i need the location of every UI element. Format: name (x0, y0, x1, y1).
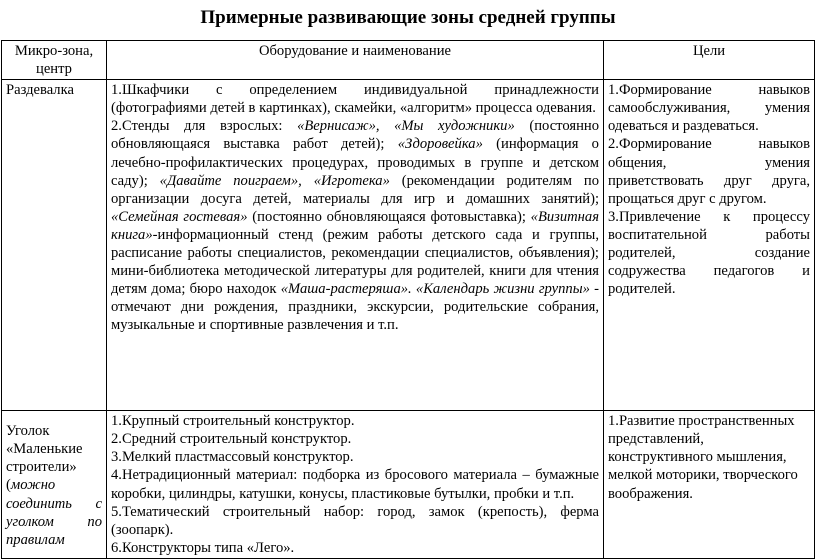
equipment-cell (107, 80, 604, 411)
zones-table (1, 40, 815, 559)
equipment-item: 4.Нетрадиционный материал: подборка из бросового материала – бумажные коробки, цилиндры, катушки, конусы, пластиковые бутылки, пробки и т.п. (111, 467, 599, 502)
goals-cell (604, 411, 815, 559)
table-header-row (2, 41, 815, 80)
zone-note: (можно соединить с уголком по правилам (6, 477, 102, 548)
header-zone: Микро-зона, центр (2, 41, 107, 80)
equipment-item: 2.Средний строительный конструктор. (111, 431, 352, 448)
equipment-item: 2.Стенды для взрослых: «Вернисаж», «Мы художники» (постоянно обновляющаяся выставка работ детей); «Здоровейка» (информация о лечебно-профилактических процедурах, проводимых в группе и детском саду); «Давайте поиграем», «Игротека» (рекомендации родителям по организации досуга детей, материалы для игр и домашних занятий); «Семейная гостевая» (постоянно обновляющаяся фотовыставка); «Визитная книга»-информационный стенд (режим работы детского сада и группы, расписание работы специалистов, рекомендации специалистов, объявления); мини-библиотека методической литературы для родителей, книги для чтения детям дома; бюро находок «Маша-растеряша». «Календарь жизни группы» - отмечают дни рождения, праздники, экскурсии, родительские собрания, музыкальные и спортивные развлечения и т.п. (111, 118, 600, 334)
table-row (2, 411, 815, 559)
goals-cell (604, 80, 815, 411)
equipment-item: 1.Крупный строительный конструктор. (111, 413, 355, 430)
zone-cell (2, 80, 107, 411)
goal-item: 3.Привлечение к процессу воспитательной работы родителей, создание содружества педагогов и родителей. (608, 208, 810, 298)
header-goals: Цели (604, 41, 815, 80)
zone-cell (2, 411, 107, 559)
page-title: Примерные развивающие зоны средней группы (200, 7, 616, 28)
equipment-item: 5.Тематический строительный набор: город, замок (крепость), ферма (зоопарк). (111, 503, 599, 538)
zone-name: Раздевалка (6, 82, 74, 99)
equipment-item: 3.Мелкий пластмассовый конструктор. (111, 449, 354, 466)
header-equipment: Оборудование и наименование (107, 41, 604, 80)
equipment-item: 6.Конструкторы типа «Лего». (111, 539, 295, 556)
zone-name: Уголок «Маленькие строители» (6, 423, 83, 476)
goal-item: 2.Формирование навыков общения, умения приветствовать друг друга, прощаться друг с другом. (608, 136, 810, 207)
goal-item: 1.Формирование навыков самообслуживания, умения одеваться и раздеваться. (608, 82, 810, 135)
equipment-item: 1.Шкафчики с определением индивидуальной принадлежности (фотографиями детей в картинках), скамейки, «алгоритм» процесса одевания. (111, 82, 599, 117)
goal-item: 1.Развитие пространственных представлений, конструктивного мышления, мелкой моторики, творческого воображения. (608, 413, 798, 502)
equipment-cell (107, 411, 604, 559)
table-row (2, 80, 815, 411)
